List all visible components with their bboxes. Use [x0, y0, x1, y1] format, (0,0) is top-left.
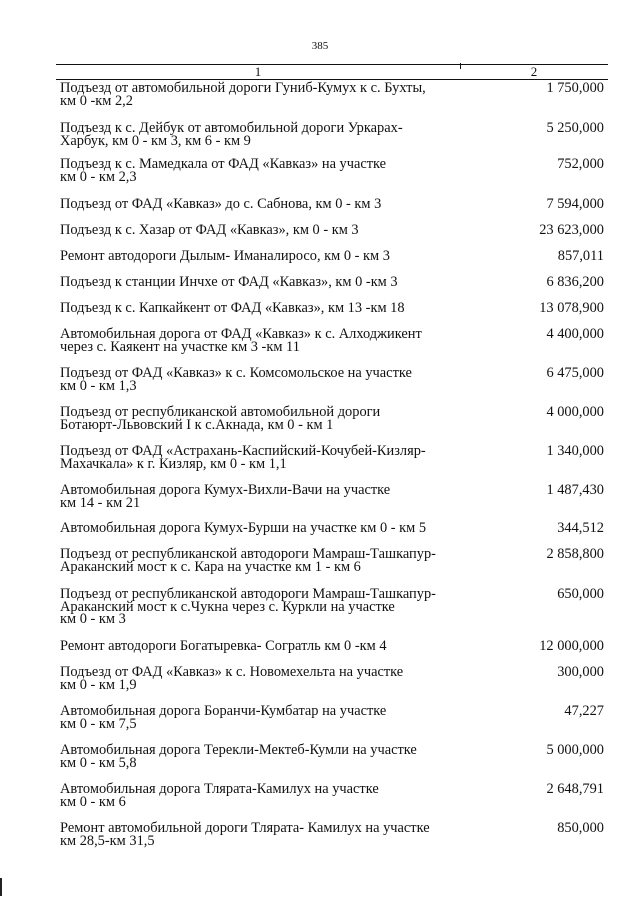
- road-description-line: Ремонт автодороги Дылым- Иманалиросо, км 0 - км 3: [60, 248, 390, 264]
- page-number: 385: [311, 40, 329, 52]
- amount-value: 6 475,000: [546, 365, 604, 381]
- road-description-line: Махачкала» к г. Кизляр, км 0 - км 1,1: [60, 455, 287, 472]
- amount-value: 5 250,000: [546, 120, 604, 136]
- road-description-line: Автомобильная дорога от ФАД «Кавказ» к с. Алходжикент: [60, 326, 422, 342]
- road-description-line: км 0 - км 7,5: [60, 715, 137, 732]
- road-description: [60, 484, 455, 509]
- road-description: [60, 406, 455, 431]
- road-description-line: Ботаюрт-Львовский I к с.Акнада, км 0 - км 1: [60, 416, 334, 433]
- road-description: [60, 276, 455, 289]
- road-description: [60, 588, 455, 626]
- road-description: [60, 224, 455, 237]
- road-description: [60, 122, 455, 147]
- amount-value: 47,227: [564, 703, 604, 719]
- road-description: [60, 250, 455, 263]
- road-description: [60, 445, 455, 470]
- road-description: [60, 328, 455, 353]
- road-description-line: км 0 - км 3: [60, 611, 126, 627]
- amount-value: 2 648,791: [546, 781, 604, 797]
- amount-value: 4 000,000: [546, 404, 604, 420]
- road-description: [60, 522, 455, 535]
- amount-value: 1 340,000: [546, 443, 604, 459]
- road-description-line: Подъезд от республиканской автодороги Мамраш-Ташкапур-: [60, 586, 436, 602]
- road-description-line: км 0 - км 2,3: [60, 168, 137, 185]
- scan-edge-mark: [0, 878, 2, 896]
- amount-value: 850,000: [557, 820, 604, 836]
- road-description-line: Подъезд к с. Мамедкала от ФАД «Кавказ» на участке: [60, 156, 387, 172]
- road-description-line: км 0 - км 1,9: [60, 676, 137, 693]
- road-description-line: км 0 - км 5,8: [60, 754, 137, 771]
- road-description-line: км 0 - км 6: [60, 793, 126, 810]
- amount-value: 1 750,000: [546, 80, 604, 96]
- table-header: [56, 64, 608, 80]
- road-description: [60, 82, 455, 107]
- road-description-line: Автомобильная дорога Боранчи-Кумбатар на участке: [60, 703, 387, 719]
- road-description-line: км 0 -км 2,2: [60, 92, 133, 109]
- road-description-line: Подъезд от ФАД «Кавказ» к с. Новомехельта на участке: [60, 664, 404, 680]
- amount-value: 650,000: [557, 586, 604, 602]
- road-description-line: Ремонт автомобильной дороги Тлярата- Камилух на участке: [60, 820, 430, 836]
- amount-value: 7 594,000: [546, 196, 604, 212]
- road-description-line: через с. Каякент на участке км 3 -км 11: [60, 338, 300, 355]
- column-header-2: 2: [530, 64, 538, 79]
- amount-value: 4 400,000: [546, 326, 604, 342]
- road-description: [60, 783, 455, 808]
- road-description: [60, 666, 455, 691]
- road-description: [60, 705, 455, 730]
- amount-value: 857,011: [557, 248, 604, 264]
- road-description: [60, 367, 455, 392]
- road-description-line: Подъезд от республиканской автомобильной дороги: [60, 404, 381, 420]
- road-description: [60, 744, 455, 769]
- road-description: [60, 302, 455, 315]
- road-description-line: Автомобильная дорога Кумух-Бурши на участке км 0 - км 5: [60, 520, 427, 536]
- road-description-line: Араканский мост к с. Кара на участке км 1 - км 6: [60, 558, 361, 575]
- amount-value: 752,000: [557, 156, 604, 172]
- road-description: [60, 822, 455, 847]
- amount-value: 12 000,000: [539, 638, 604, 654]
- column-header-1: 1: [254, 64, 262, 79]
- amount-value: 6 836,200: [546, 274, 604, 290]
- amount-value: 1 487,430: [546, 482, 604, 498]
- amount-value: 13 078,900: [539, 300, 604, 316]
- road-description: [60, 640, 455, 653]
- road-description-line: Подъезд от ФАД «Астрахань-Каспийский-Кочубей-Кизляр-: [60, 443, 426, 459]
- road-description-line: Подъезд к с. Капкайкент от ФАД «Кавказ», км 13 -км 18: [60, 300, 405, 316]
- road-description-line: Автомобильная дорога Тлярата-Камилух на участке: [60, 781, 379, 797]
- road-description: [60, 548, 455, 573]
- amount-value: 344,512: [557, 520, 604, 536]
- road-description-line: км 14 - км 21: [60, 494, 141, 511]
- amount-value: 300,000: [557, 664, 604, 680]
- road-description-line: Автомобильная дорога Терекли-Мектеб-Кумли на участке: [60, 742, 417, 758]
- road-description-line: км 0 - км 1,3: [60, 377, 137, 394]
- amount-value: 5 000,000: [546, 742, 604, 758]
- road-description-line: Подъезд к с. Дейбук от автомобильной дороги Уркарах-: [60, 120, 403, 136]
- road-description: [60, 158, 455, 183]
- road-description-line: Подъезд к станции Инчхе от ФАД «Кавказ», км 0 -км 3: [60, 274, 398, 290]
- road-description: [60, 198, 455, 211]
- road-description-line: Харбук, км 0 - км 3, км 6 - км 9: [60, 132, 251, 149]
- road-description-line: Подъезд к с. Хазар от ФАД «Кавказ», км 0 - км 3: [60, 222, 359, 238]
- road-description-line: Подъезд от республиканской автодороги Мамраш-Ташкапур-: [60, 546, 436, 562]
- road-description-line: Араканский мост к с.Чукна через с. Куркли на участке: [60, 598, 395, 615]
- road-description-line: Подъезд от ФАД «Кавказ» к с. Комсомольское на участке: [60, 365, 412, 381]
- road-description-line: Подъезд от ФАД «Кавказ» до с. Сабнова, км 0 - км 3: [60, 196, 382, 212]
- amount-value: 23 623,000: [539, 222, 604, 238]
- amount-value: 2 858,800: [546, 546, 604, 562]
- road-description-line: Автомобильная дорога Кумух-Вихли-Вачи на участке: [60, 482, 391, 498]
- road-description-line: Ремонт автодороги Богатыревка- Согратль км 0 -км 4: [60, 638, 387, 654]
- road-description-line: км 28,5-км 31,5: [60, 832, 155, 849]
- road-description-line: Подъезд от автомобильной дороги Гуниб-Кумух к с. Бухты,: [60, 80, 426, 96]
